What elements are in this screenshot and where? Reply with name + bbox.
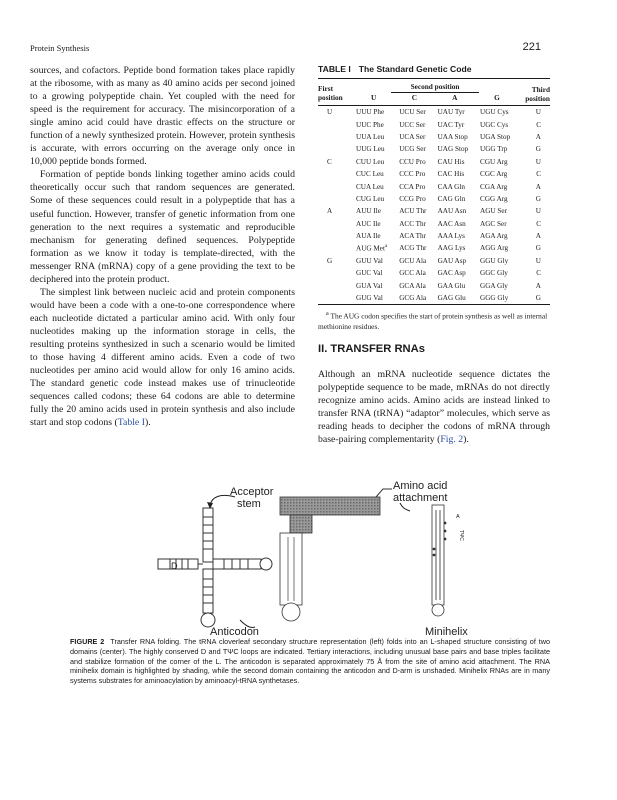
first-position-cell (318, 168, 352, 180)
codon-text: GAA Glu (437, 281, 466, 290)
third-position-cell: A (535, 132, 541, 141)
codon-cell (395, 242, 433, 254)
codon-text: CUG Leu (356, 194, 385, 203)
anticodon-arm (203, 569, 213, 613)
codon-text: UAU Tyr (437, 108, 465, 117)
codon-cell (395, 106, 433, 119)
codon-cell (434, 255, 476, 267)
third-position-cell: G (535, 194, 541, 203)
codon-text: GAU Asp (437, 256, 467, 265)
transfer-rna-paragraph (318, 368, 550, 446)
second-position-label: Second position (391, 82, 480, 93)
codon-cell (476, 292, 518, 305)
codon-text: AUU Ile (356, 207, 381, 216)
codon-cell (395, 292, 433, 305)
codon-cell (434, 106, 476, 119)
footnote-text: The AUG codon specifies the start of protein synthesis as well as internal methionine residues. (318, 311, 548, 331)
third-position-cell: A (535, 182, 541, 191)
codon-cell (434, 242, 476, 254)
paragraph-3-end: ). (144, 417, 151, 429)
d-arm (158, 559, 198, 569)
codon-text: CCG Pro (399, 194, 426, 203)
codon-text: CUC Leu (356, 170, 384, 179)
codon-cell (476, 230, 518, 242)
codon-text: AGC Ser (480, 219, 507, 228)
third-position-cell: U (535, 207, 541, 216)
codon-text: AGU Ser (480, 207, 507, 216)
codon-text: UGU Cys (480, 108, 509, 117)
codon-text: GGC Gly (480, 269, 508, 278)
codon-text: CCC Pro (399, 170, 426, 179)
paragraph-3 (30, 286, 295, 430)
footnote-mark: a (326, 311, 329, 318)
third-position-cell: C (536, 269, 541, 278)
first-position-cell (318, 131, 352, 143)
first-position-cell (318, 230, 352, 242)
first-position-cell (318, 193, 352, 205)
page-number: 221 (522, 41, 541, 53)
figure-caption-text: Transfer RNA folding. The tRNA cloverleaf secondary structure representation (left) folds into an L-shaped structure consisting of two domains (center). The highly conserved D and TΨC loops are indicated. Tertiary interactions, including unusual base pairs and base triples facilitate and stabilize formation of the corner of the L. The anticodon is separated approximately 75 Å from the site of amino acid attachment. The RNA minihelix domain is highlighted by shading, while the second domain containing the anticodon and D-arm is unshaded. Minihelix RNAs are in many systems substrates for aminoacylation by aminoacyl-tRNA synthetases. (70, 637, 550, 686)
codon-cell (476, 180, 518, 192)
codon-footnote-mark: a (384, 244, 388, 250)
codon-text: UCC Ser (399, 120, 426, 129)
codon-cell (476, 106, 518, 119)
table-row (318, 292, 550, 305)
codon-text: GCU Ala (399, 256, 427, 265)
amino-acid-label-2: attachment (393, 492, 448, 504)
codon-text: CCU Pro (399, 157, 426, 166)
codon-cell (476, 131, 518, 143)
codon-cell (395, 131, 433, 143)
l-corner (290, 515, 312, 533)
codon-cell (395, 255, 433, 267)
codon-text: GUC Val (356, 269, 383, 278)
table-row (318, 193, 550, 205)
codon-cell (434, 292, 476, 305)
d-loop-label: D (171, 561, 178, 571)
codon-cell (352, 255, 395, 267)
codon-text: CAU His (437, 157, 465, 166)
genetic-code-table (318, 78, 550, 305)
codon-cell (434, 156, 476, 168)
codon-text: UCG Ser (399, 145, 426, 154)
codon-text: CGA Arg (480, 182, 508, 191)
acceptor-stem-cloverleaf (203, 508, 213, 562)
paragraph-3-text: The simplest link between nucleic acid and protein components would have been a code with a one-to-one correspondence where each nucleotide dictated a particular amino acid. With only four nucleotides making up the information storage in cells, the resulting proteins synthesized in such a scenario would be limited to those having 4 different amino acids. Even a code of two nucleotides per amino acid would allow for only 16 amino acids. The standard genetic code instead makes use of trinucleotide sequences called codons; these 64 codons are able to determine fully the 20 amino acids used in protein synthesis and also include start and stop codons ( (30, 286, 295, 429)
codon-cell (434, 279, 476, 291)
codon-text: AAU Asn (437, 207, 467, 216)
codon-text: GCA Ala (399, 281, 426, 290)
codon-text: AAG Lys (437, 244, 466, 253)
minihelix (432, 505, 446, 616)
third-position-cell: A (535, 232, 541, 241)
table-row (318, 118, 550, 130)
codon-text: AGG Arg (480, 244, 509, 253)
codon-text: UGA Stop (480, 132, 511, 141)
first-position-cell: G (327, 256, 333, 265)
codon-cell (395, 118, 433, 130)
third-position-cell: U (535, 157, 541, 166)
third-position-header: Third position (525, 85, 550, 103)
codon-text: AAA Lys (437, 232, 465, 241)
codon-cell (434, 143, 476, 155)
first-position-cell (318, 292, 352, 305)
col-header-u: U (370, 93, 377, 102)
codon-cell (352, 193, 395, 205)
codon-cell (352, 267, 395, 279)
acceptor-stem-label-2: stem (237, 498, 261, 510)
table-reference-link[interactable]: Table I (117, 417, 145, 429)
codon-cell (434, 180, 476, 192)
codon-text: CAA Gln (437, 182, 465, 191)
codon-text: UUU Phe (356, 108, 385, 117)
figure-caption-label: FIGURE 2 (70, 637, 105, 646)
minihelix-loop (432, 604, 444, 616)
codon-text: UGC Cys (480, 120, 509, 129)
codon-cell (395, 205, 433, 217)
codon-text: AUA Ile (356, 232, 381, 241)
codon-cell (434, 168, 476, 180)
third-position-cell: C (536, 170, 541, 179)
codon-cell (434, 230, 476, 242)
third-position-cell: C (536, 219, 541, 228)
table-row (318, 156, 550, 168)
codon-cell (476, 143, 518, 155)
table-row (318, 218, 550, 230)
codon-text: UCU Ser (399, 108, 426, 117)
codon-cell (476, 193, 518, 205)
codon-text: UUG Leu (356, 145, 385, 154)
codon-text: GAC Asp (437, 269, 466, 278)
first-position-cell (318, 267, 352, 279)
codon-text: AUC Ile (356, 219, 381, 228)
codon-cell (476, 218, 518, 230)
codon-text: GUG Val (356, 294, 383, 303)
first-position-cell (318, 143, 352, 155)
codon-cell (395, 143, 433, 155)
codon-text: UUC Phe (356, 120, 384, 129)
codon-cell (434, 218, 476, 230)
table-row (318, 255, 550, 267)
codon-text: CUA Leu (356, 182, 384, 191)
codon-cell (476, 242, 518, 254)
codon-cell (352, 218, 395, 230)
col-header-c: C (411, 93, 418, 102)
codon-cell (476, 205, 518, 217)
first-position-cell (318, 279, 352, 291)
third-position-cell: G (535, 294, 541, 303)
third-position-cell: U (535, 256, 541, 265)
codon-text: GUU Val (356, 256, 383, 265)
codon-cell (476, 267, 518, 279)
figure-reference-link[interactable]: Fig. 2 (440, 434, 464, 446)
table-row (318, 279, 550, 291)
codon-cell (352, 205, 395, 217)
codon-cell (395, 156, 433, 168)
codon-text: UAG Stop (437, 145, 469, 154)
second-position-header (352, 79, 518, 94)
codon-cell (434, 131, 476, 143)
codon-cell (352, 292, 395, 305)
minihelix-a-label: A (456, 514, 460, 520)
third-position-cell: G (535, 244, 541, 253)
codon-text: CGC Arg (480, 170, 508, 179)
codon-cell (395, 230, 433, 242)
codon-text: GGA Gly (480, 281, 508, 290)
codon-cell (476, 118, 518, 130)
codon-text: CGU Arg (480, 157, 508, 166)
codon-cell (352, 156, 395, 168)
table-row (318, 168, 550, 180)
codon-text: UGG Trp (480, 145, 508, 154)
first-position-cell (318, 218, 352, 230)
codon-text: GCC Ala (399, 269, 426, 278)
table-title-text: The Standard Genetic Code (358, 64, 472, 74)
anticodon-label: Anticodon (210, 626, 259, 638)
table-title (318, 64, 550, 74)
codon-cell (395, 193, 433, 205)
anticodon-loop (201, 613, 215, 627)
codon-text: GUA Val (356, 281, 383, 290)
codon-cell (352, 131, 395, 143)
codon-text: CAG Gln (437, 194, 466, 203)
figure-caption (70, 637, 550, 686)
codon-text: CUU Leu (356, 157, 385, 166)
codon-cell (395, 168, 433, 180)
codon-cell (476, 279, 518, 291)
codon-text: ACG Thr (399, 244, 427, 253)
table-row (318, 242, 550, 254)
codon-text: CAC His (437, 170, 465, 179)
table-row (318, 205, 550, 217)
section-heading: II. TRANSFER RNAs (318, 343, 425, 355)
codon-text: GGU Gly (480, 256, 509, 265)
col-header-g: G (494, 93, 500, 102)
codon-text: UAC Tyr (437, 120, 465, 129)
tpsic-vertical-label: TΨC (458, 530, 464, 541)
table-row (318, 180, 550, 192)
col-header-a: A (452, 93, 458, 102)
transfer-rna-end: ). (463, 434, 469, 446)
codon-text: ACA Thr (399, 232, 427, 241)
amino-acid-label-1: Amino acid (393, 480, 448, 492)
codon-cell (352, 106, 395, 119)
tpsic-arm (213, 559, 261, 569)
table-footnote (318, 310, 550, 331)
first-position-cell (318, 242, 352, 254)
third-position-cell: C (536, 120, 541, 129)
codon-text: AUG Met (356, 244, 385, 253)
trna-figure (140, 475, 520, 640)
paragraph-2: Formation of peptide bonds linking together amino acids could theoretically occur such that random sequences are generated. Some of these sequences could result in a polypeptide that has a useful function. However, transfer of genetic information from one generation to the next requires a systematic and reproducible mechanism for generating defined sequences. Polypeptide formation as we know it today is template-directed, with the messenger RNA (mRNA) copy of a gene providing the text to be deciphered into the protein product. (30, 169, 295, 285)
codon-cell (352, 180, 395, 192)
genetic-code-table-block (318, 64, 550, 331)
codon-text: CGG Arg (480, 194, 508, 203)
codon-text: UCA Ser (399, 132, 426, 141)
codon-text: GAG Glu (437, 294, 466, 303)
table-row (318, 106, 550, 119)
codon-text: AAC Asn (437, 219, 466, 228)
codon-cell (434, 205, 476, 217)
trna-diagram (140, 475, 520, 640)
codon-cell (352, 143, 395, 155)
codon-cell (352, 118, 395, 130)
codon-cell (476, 156, 518, 168)
codon-cell (352, 242, 395, 254)
codon-cell (434, 118, 476, 130)
table-row (318, 230, 550, 242)
first-position-cell: C (327, 157, 332, 166)
table-label: TABLE I (318, 64, 351, 74)
first-position-cell: A (327, 207, 333, 216)
anticodon-loop-l (282, 603, 300, 621)
left-column (30, 64, 295, 429)
codon-text: UUA Leu (356, 132, 385, 141)
l-shaped-trna (280, 489, 392, 621)
codon-text: AGA Arg (480, 232, 508, 241)
third-position-cell: U (535, 108, 541, 117)
acceptor-tpsic-domain (280, 497, 380, 515)
codon-cell (395, 279, 433, 291)
first-position-cell (318, 180, 352, 192)
codon-cell (395, 267, 433, 279)
codon-text: UAA Stop (437, 132, 468, 141)
tpsic-loop (260, 558, 272, 570)
first-position-cell (318, 118, 352, 130)
codon-text: GGG Gly (480, 294, 509, 303)
codon-text: ACU Thr (399, 207, 427, 216)
third-position-cell: G (535, 145, 541, 154)
first-position-header: First position (318, 84, 343, 102)
table-row (318, 143, 550, 155)
minihelix-label: Minihelix (425, 626, 468, 638)
codon-text: ACC Thr (399, 219, 427, 228)
table-row (318, 131, 550, 143)
third-position-cell: A (535, 281, 541, 290)
codon-cell (476, 168, 518, 180)
codon-cell (434, 267, 476, 279)
codon-cell (476, 255, 518, 267)
codon-cell (352, 168, 395, 180)
codon-cell (395, 218, 433, 230)
codon-cell (352, 230, 395, 242)
codon-cell (395, 180, 433, 192)
running-head: Protein Synthesis (30, 43, 90, 53)
codon-cell (352, 279, 395, 291)
codon-text: GCG Ala (399, 294, 427, 303)
table-row (318, 267, 550, 279)
paragraph-1: sources, and cofactors. Peptide bond formation takes place rapidly at the ribosome, with as many as 40 amino acids per second joined to a growing polypeptide chain. Yet coupled with the need for speed is the requirement for accuracy. The misincorporation of a single amino acid could have drastic effects on the structure or function of a newly synthesized protein. However, protein synthesis is accurate, with errors occurring on the average only once in 10,000 peptide bonds formed. (30, 65, 295, 168)
transfer-rna-text: Although an mRNA nucleotide sequence dictates the polypeptide sequence to be made, mRNAs do not directly recognize amino acids. Amino acids are instead linked to transfer RNA (tRNA) “adaptor” molecules, which serve as reading heads to decipher the codons of mRNA through base-pairing complementarity ( (318, 369, 550, 446)
codon-text: CCA Pro (399, 182, 426, 191)
first-position-cell: U (327, 108, 333, 117)
codon-cell (434, 193, 476, 205)
anticodon-d-domain (280, 533, 302, 605)
acceptor-stem-label-1: Acceptor (230, 486, 274, 498)
